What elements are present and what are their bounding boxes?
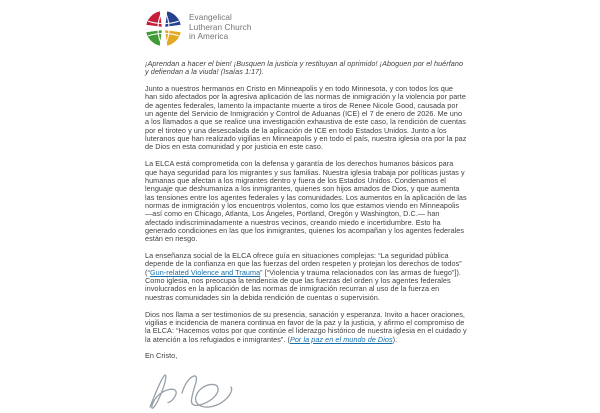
paragraph-3 (145, 252, 467, 302)
paragraph-1: Junto a nuestros hermanos en Cristo en Minneapolis y en todo Minnesota, y con todos los que han sido afectados por la agresiva aplicación de las normas de inmigración y la violencia por parte de agentes federales, lamento la impactante muerte a tiros de Renee Nicole Good, causada por un agente del Servicio de Inmigración y Control de Aduanas (ICE) el 7 de enero de 2026. Me uno a los llamados a que se realice una investigación exhaustiva de este caso, la rendición de cuentas por el tiroteo y una desescalada de la aplicación de ICE en todo Estados Unidos. Junto a los luteranos que han realizado vigilias en Minneapolis y en todo el país, nuestra iglesia ora por la paz de Dios en esta comunidad y por justicia en este caso. (145, 84, 467, 152)
paragraph-3-text-post: ” [“Violencia y trauma relacionados con las armas de fuego”]). Como iglesia, nos preocupa la tendencia de que las fuerzas del orden y los agentes federales involucrados en la aplicación de las normas de inmigración recurran al uso de la fuerza en nuestras comunidades sin la debida rendición de cuentas o supervisión. (145, 267, 461, 302)
letter-body (145, 60, 467, 413)
paragraph-4 (145, 311, 467, 344)
gun-violence-trauma-link[interactable]: Gun-related Violence and Trauma (149, 267, 261, 277)
org-name-line3: in America (189, 32, 229, 42)
paragraph-3-text-pre: La enseñanza social de la ELCA ofrece guía en situaciones complejas: “La seguridad pública depende de la confianza en que las fuerzas del orden respeten y protejan los derechos de todos” (“ (145, 251, 462, 277)
org-name-line1: Evangelical (189, 13, 232, 22)
org-name-line2: Lutheran Church (189, 22, 252, 32)
paragraph-4-text-post: ). (392, 334, 398, 344)
paragraph-4-text-pre: Dios nos llama a ser testimonios de su presencia, sanación y esperanza. Invito a hacer oraciones, vigilias e incidencia de manera continua en favor de la paz y la justicia, y afirmo el compromiso de la ELCA: “Hacemos votos por que continúe el liderazgo histórico de nuestra iglesia en el cuidado y la atención a los refugiados e inmigrantes”. ( (145, 309, 467, 344)
closing-salutation: En Cristo, (145, 351, 178, 361)
paragraph-2: La ELCA está comprometida con la defensa y garantía de los derechos humanos básicos para que haya seguridad para los migrantes y sus familias. Nuestra iglesia trabaja por políticas justas y humanas que afectan a los migrantes dentro y fuera de los Estados Unidos. Condenamos el lenguaje que deshumaniza a los inmigrantes, quienes son hijos amados de Dios, y que aumenta las tensiones entre los agentes federales y las comunidades. Los aumentos en la aplicación de las normas de inmigración y los encuentros violentos, como los que estamos viendo en Minneapolis —así como en Chicago, Atlanta, Los Ángeles, Portland, Oregón y Washington, D.C.— han afectado indiscriminadamente a nuestros vecinos, creando miedo e incertidumbre. Esto ha generado condiciones en las que los inmigrantes, quienes los acompañan y los agentes federales están en riesgo. (145, 159, 467, 244)
letter-page (145, 10, 467, 413)
peace-in-gods-world-link[interactable]: Por la paz en el mundo de Dios (289, 334, 393, 344)
signature-image (147, 371, 247, 411)
elca-globe-cross-logo-icon (145, 10, 182, 47)
scripture-quote: ¡Aprendan a hacer el bien! ¡Busquen la justicia y restituyan al oprimido! ¡Aboguen por el huérfano y defiendan a la viuda! (Isaías 1:17). (145, 59, 464, 77)
elca-masthead (145, 10, 467, 47)
org-name (189, 10, 252, 42)
